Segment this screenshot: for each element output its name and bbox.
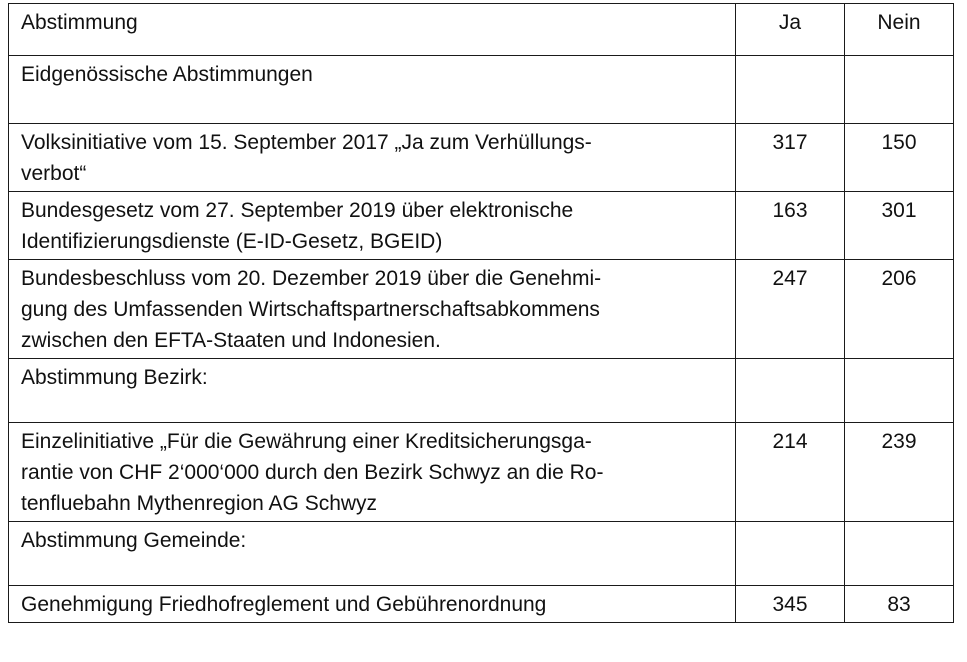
row-description	[9, 423, 736, 522]
table-row	[9, 586, 954, 623]
row-ja-value: 214	[736, 423, 845, 522]
row-description	[9, 124, 736, 192]
row-nein-value: 206	[845, 260, 954, 359]
row-description-line: zwischen den EFTA-Staaten und Indonesien.	[21, 329, 441, 352]
section-row	[9, 359, 954, 423]
row-description-line: Genehmigung Friedhofreglement und Gebührenordnung	[21, 593, 547, 616]
row-ja-value: 247	[736, 260, 845, 359]
row-nein-value: 83	[845, 586, 954, 623]
section-row	[9, 56, 954, 124]
table-row	[9, 124, 954, 192]
row-description-line: Identifizierungsdienste (E-ID-Gesetz, BGEID)	[21, 230, 443, 253]
row-ja-value: 163	[736, 192, 845, 260]
row-nein-value: 150	[845, 124, 954, 192]
row-description-line: Einzelinitiative „Für die Gewährung einer Kreditsicherungsga-	[21, 430, 592, 453]
section-ja-empty	[736, 522, 845, 586]
section-ja-empty	[736, 359, 845, 423]
row-description-line: verbot“	[21, 162, 87, 185]
header-nein: Nein	[845, 4, 954, 56]
row-description-line: Bundesbeschluss vom 20. Dezember 2019 über die Genehmi-	[21, 267, 602, 290]
row-description-line: tenfluebahn Mythenregion AG Schwyz	[21, 492, 378, 515]
section-nein-empty	[845, 522, 954, 586]
row-description-line: gung des Umfassenden Wirtschaftspartnerschaftsabkommens	[21, 298, 600, 321]
row-description-line: Bundesgesetz vom 27. September 2019 über elektronische	[21, 199, 574, 222]
header-row	[9, 4, 954, 56]
row-description	[9, 260, 736, 359]
section-nein-empty	[845, 56, 954, 124]
section-nein-empty	[845, 359, 954, 423]
row-description-line: rantie von CHF 2‘000‘000 durch den Bezirk Schwyz an die Ro-	[21, 461, 604, 484]
table-row	[9, 192, 954, 260]
table-row	[9, 260, 954, 359]
row-description-line: Volksinitiative vom 15. September 2017 „Ja zum Verhüllungs-	[21, 131, 592, 154]
row-ja-value: 345	[736, 586, 845, 623]
section-title: Abstimmung Bezirk:	[9, 359, 736, 423]
row-nein-value: 239	[845, 423, 954, 522]
row-nein-value: 301	[845, 192, 954, 260]
section-row	[9, 522, 954, 586]
row-description	[9, 586, 736, 623]
section-title: Abstimmung Gemeinde:	[9, 522, 736, 586]
row-ja-value: 317	[736, 124, 845, 192]
header-title: Abstimmung	[9, 4, 736, 56]
table-row	[9, 423, 954, 522]
section-title: Eidgenössische Abstimmungen	[9, 56, 736, 124]
header-ja: Ja	[736, 4, 845, 56]
section-ja-empty	[736, 56, 845, 124]
row-description	[9, 192, 736, 260]
vote-results-table	[8, 3, 954, 623]
